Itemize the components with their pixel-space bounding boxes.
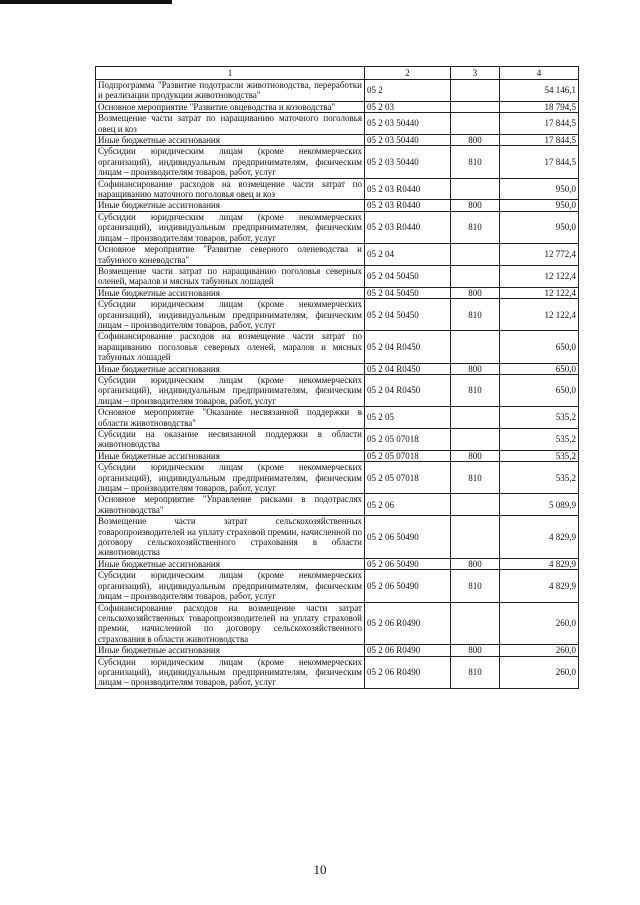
row-name: Иные бюджетные ассигнования <box>96 200 365 211</box>
row-amount: 4 829,9 <box>500 570 579 602</box>
row-amount: 5 089,9 <box>500 494 579 516</box>
row-name: Субсидии юридическим лицам (кроме некоммерческих организаций), индивидуальным предпринимателям, физическим лицам – производителям товаров, работ, услуг <box>96 570 365 602</box>
row-amount: 650,0 <box>500 331 579 363</box>
row-name: Субсидии юридическим лицам (кроме некоммерческих организаций), индивидуальным предпринимателям, физическим лицам – производителям товаров, работ, услуг <box>96 146 365 178</box>
row-code: 05 2 04 R0450 <box>365 363 451 374</box>
row-amount: 950,0 <box>500 200 579 211</box>
table-row <box>96 331 579 363</box>
header-col-2: 2 <box>365 67 451 80</box>
row-code: 05 2 06 R0490 <box>365 645 451 656</box>
table-row <box>96 211 579 243</box>
row-code: 05 2 06 R0490 <box>365 602 451 645</box>
table-row <box>96 602 579 645</box>
row-expense-type: 810 <box>451 570 500 602</box>
row-code: 05 2 03 R0440 <box>365 178 451 200</box>
table-row <box>96 363 579 374</box>
row-name: Субсидии юридическим лицам (кроме некоммерческих организаций), индивидуальным предпринимателям, физическим лицам – производителям товаров, работ, услуг <box>96 656 365 688</box>
row-amount: 12 122,4 <box>500 265 579 287</box>
row-expense-type <box>451 178 500 200</box>
row-amount: 17 844,5 <box>500 146 579 178</box>
row-code: 05 2 05 07018 <box>365 462 451 494</box>
row-expense-type: 800 <box>451 558 500 569</box>
row-code: 05 2 04 R0450 <box>365 331 451 363</box>
row-code: 05 2 03 <box>365 101 451 112</box>
table-row <box>96 558 579 569</box>
row-code: 05 2 05 07018 <box>365 429 451 451</box>
row-expense-type <box>451 494 500 516</box>
row-code: 05 2 03 50440 <box>365 135 451 146</box>
row-expense-type: 810 <box>451 462 500 494</box>
row-amount: 12 772,4 <box>500 244 579 266</box>
row-name: Софинансирование расходов на возмещение части затрат по наращиванию маточного поголовья овец и коз <box>96 178 365 200</box>
budget-table <box>95 66 579 689</box>
row-amount: 4 829,9 <box>500 558 579 569</box>
table-row <box>96 450 579 461</box>
row-name: Софинансирование расходов на возмещение части затрат по наращиванию поголовья северных оленей, маралов и мясных табунных лошадей <box>96 331 365 363</box>
row-code: 05 2 04 <box>365 244 451 266</box>
table-row <box>96 516 579 559</box>
row-amount: 260,0 <box>500 602 579 645</box>
table-body <box>96 80 579 689</box>
table-row <box>96 178 579 200</box>
row-amount: 260,0 <box>500 656 579 688</box>
row-code: 05 2 04 50450 <box>365 299 451 331</box>
row-amount: 12 122,4 <box>500 299 579 331</box>
row-name: Основное мероприятие "Управление рисками в подотраслях животноводства" <box>96 494 365 516</box>
row-amount: 650,0 <box>500 374 579 406</box>
table-row <box>96 113 579 135</box>
table-row <box>96 287 579 298</box>
row-amount: 535,2 <box>500 429 579 451</box>
header-col-1: 1 <box>96 67 365 80</box>
table-row <box>96 101 579 112</box>
row-name: Иные бюджетные ассигнования <box>96 645 365 656</box>
row-expense-type: 800 <box>451 645 500 656</box>
row-amount: 950,0 <box>500 178 579 200</box>
header-col-4: 4 <box>500 67 579 80</box>
row-code: 05 2 04 50450 <box>365 265 451 287</box>
row-name: Субсидии юридическим лицам (кроме некоммерческих организаций), индивидуальным предпринимателям, физическим лицам – производителям товаров, работ, услуг <box>96 299 365 331</box>
row-name: Подпрограмма "Развитие подотрасли животноводства, переработки и реализации продукции животноводства" <box>96 80 365 102</box>
row-amount: 12 122,4 <box>500 287 579 298</box>
header-col-3: 3 <box>451 67 500 80</box>
row-name: Основное мероприятие "Оказание несвязанной поддержки в области животноводства" <box>96 407 365 429</box>
row-expense-type <box>451 265 500 287</box>
table-row <box>96 645 579 656</box>
row-expense-type <box>451 602 500 645</box>
row-name: Иные бюджетные ассигнования <box>96 287 365 298</box>
table-row <box>96 299 579 331</box>
row-amount: 535,2 <box>500 462 579 494</box>
table-row <box>96 656 579 688</box>
row-code: 05 2 03 50440 <box>365 113 451 135</box>
row-amount: 535,2 <box>500 407 579 429</box>
row-expense-type: 810 <box>451 146 500 178</box>
row-expense-type <box>451 101 500 112</box>
row-name: Субсидии юридическим лицам (кроме некоммерческих организаций), индивидуальным предпринимателям, физическим лицам – производителям товаров, работ, услуг <box>96 374 365 406</box>
row-amount: 54 146,1 <box>500 80 579 102</box>
row-expense-type: 800 <box>451 135 500 146</box>
row-code: 05 2 03 R0440 <box>365 200 451 211</box>
row-expense-type <box>451 244 500 266</box>
row-expense-type: 800 <box>451 287 500 298</box>
table-row <box>96 374 579 406</box>
page-number: 10 <box>313 862 327 877</box>
row-name: Иные бюджетные ассигнования <box>96 135 365 146</box>
row-expense-type <box>451 429 500 451</box>
row-code: 05 2 06 R0490 <box>365 656 451 688</box>
row-code: 05 2 05 07018 <box>365 450 451 461</box>
scan-edge-mark <box>0 0 172 4</box>
row-expense-type: 810 <box>451 374 500 406</box>
row-expense-type <box>451 80 500 102</box>
row-amount: 4 829,9 <box>500 516 579 559</box>
row-expense-type: 800 <box>451 450 500 461</box>
row-name: Субсидии на оказание несвязанной поддержки в области животноводства <box>96 429 365 451</box>
row-expense-type: 810 <box>451 656 500 688</box>
row-amount: 260,0 <box>500 645 579 656</box>
table-row <box>96 570 579 602</box>
row-name: Основное мероприятие "Развитие северного оленеводства и табунного коневодства" <box>96 244 365 266</box>
table-row <box>96 135 579 146</box>
table-row <box>96 265 579 287</box>
table-row <box>96 200 579 211</box>
row-name: Возмещение части затрат по наращиванию поголовья северных оленей, маралов и мясных табунных лошадей <box>96 265 365 287</box>
table-row <box>96 429 579 451</box>
row-name: Иные бюджетные ассигнования <box>96 450 365 461</box>
row-amount: 17 844,5 <box>500 113 579 135</box>
row-name: Иные бюджетные ассигнования <box>96 363 365 374</box>
row-amount: 650,0 <box>500 363 579 374</box>
row-name: Основное мероприятие "Развитие овцеводства и козоводства" <box>96 101 365 112</box>
row-name: Субсидии юридическим лицам (кроме некоммерческих организаций), индивидуальным предпринимателям, физическим лицам – производителям товаров, работ, услуг <box>96 211 365 243</box>
row-name: Иные бюджетные ассигнования <box>96 558 365 569</box>
table-row <box>96 494 579 516</box>
row-expense-type: 810 <box>451 211 500 243</box>
row-name: Софинансирование расходов на возмещение части затрат сельскохозяйственных товаропроизводителей на уплату страховой премии, начисленной по договору сельскохозяйственного страхования в области животноводства <box>96 602 365 645</box>
row-name: Возмещение части затрат сельскохозяйственных товаропроизводителей на уплату страховой премии, начисленной по договору сельскохозяйственного страхования в области животноводства <box>96 516 365 559</box>
row-code: 05 2 06 50490 <box>365 516 451 559</box>
row-expense-type <box>451 113 500 135</box>
row-expense-type: 800 <box>451 200 500 211</box>
row-code: 05 2 04 50450 <box>365 287 451 298</box>
row-code: 05 2 06 <box>365 494 451 516</box>
row-amount: 950,0 <box>500 211 579 243</box>
row-code: 05 2 05 <box>365 407 451 429</box>
table-row <box>96 80 579 102</box>
row-expense-type <box>451 407 500 429</box>
row-amount: 17 844,5 <box>500 135 579 146</box>
table-row <box>96 146 579 178</box>
row-code: 05 2 03 R0440 <box>365 211 451 243</box>
table-row <box>96 407 579 429</box>
row-expense-type <box>451 516 500 559</box>
row-code: 05 2 04 R0450 <box>365 374 451 406</box>
row-name: Субсидии юридическим лицам (кроме некоммерческих организаций), индивидуальным предпринимателям, физическим лицам – производителям товаров, работ, услуг <box>96 462 365 494</box>
row-code: 05 2 06 50490 <box>365 570 451 602</box>
row-code: 05 2 <box>365 80 451 102</box>
row-code: 05 2 06 50490 <box>365 558 451 569</box>
row-amount: 18 794,5 <box>500 101 579 112</box>
table-row <box>96 244 579 266</box>
row-expense-type: 810 <box>451 299 500 331</box>
row-expense-type <box>451 331 500 363</box>
table-header-row <box>96 67 579 80</box>
row-code: 05 2 03 50440 <box>365 146 451 178</box>
row-amount: 535,2 <box>500 450 579 461</box>
table-row <box>96 462 579 494</box>
row-expense-type: 800 <box>451 363 500 374</box>
row-name: Возмещение части затрат по наращиванию маточного поголовья овец и коз <box>96 113 365 135</box>
